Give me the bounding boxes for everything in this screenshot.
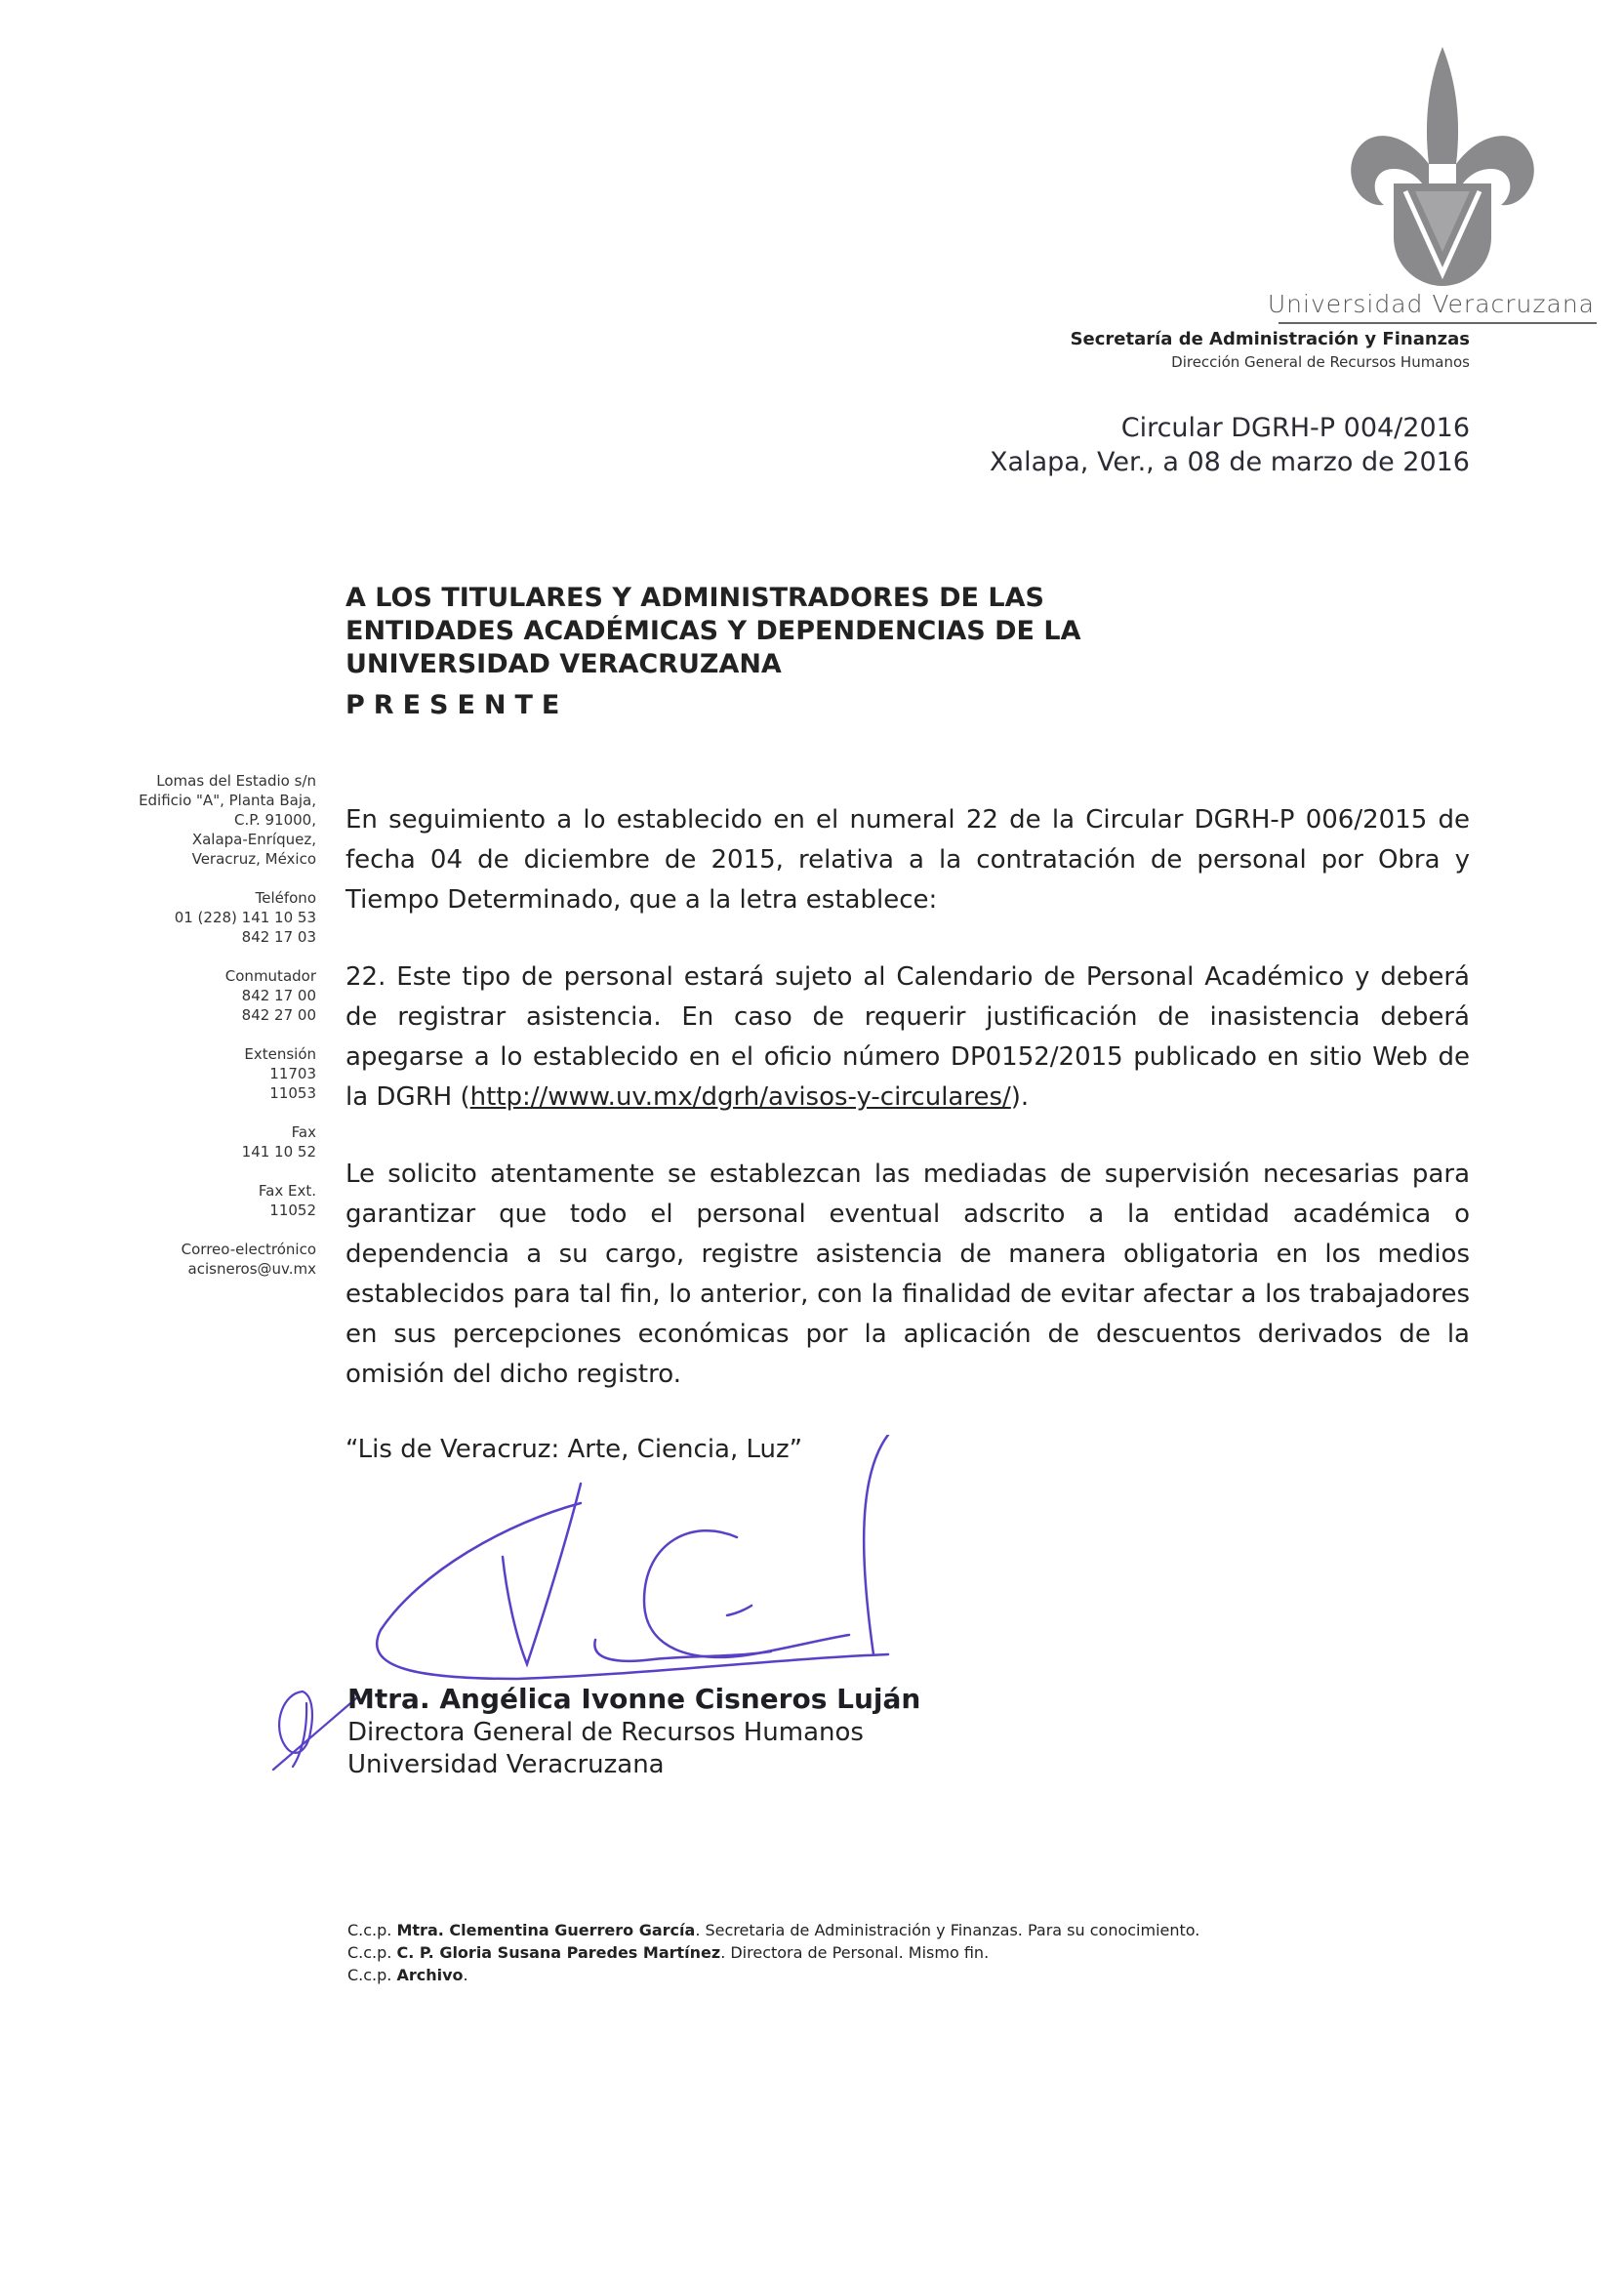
addressee (345, 582, 1081, 681)
telefono-block (102, 888, 316, 947)
fax-value: 141 10 52 (241, 1143, 316, 1161)
addressee-line: UNIVERSIDAD VERACRUZANA (345, 649, 782, 679)
conmutador-label: Conmutador (224, 967, 316, 985)
ccp-list (347, 1919, 1199, 1986)
ccp-prefix: C.c.p. (347, 1943, 392, 1962)
secretaria-name: Secretaría de Administración y Finanzas (1070, 329, 1470, 349)
ccp-recipient: Archivo (396, 1966, 464, 1984)
direccion-name: Dirección General de Recursos Humanos (1171, 353, 1470, 371)
ccp-recipient: Mtra. Clementina Guerrero García (396, 1921, 696, 1939)
address-block (102, 771, 316, 869)
ccp-item (347, 1919, 1199, 1941)
contact-sidebar (102, 771, 316, 1298)
ccp-note: . (463, 1966, 468, 1984)
handwritten-signature-icon (361, 1435, 947, 1698)
address-line: Edificio "A", Planta Baja, (139, 792, 316, 809)
university-name: Universidad Veracruzana (1267, 290, 1595, 318)
place-date: Xalapa, Ver., a 08 de marzo de 2016 (990, 447, 1470, 477)
email-label: Correo-electrónico (181, 1241, 316, 1258)
ccp-recipient: C. P. Gloria Susana Paredes Martínez (396, 1943, 721, 1962)
fax-ext-block (102, 1181, 316, 1220)
extension-block (102, 1044, 316, 1103)
ccp-note: . Directora de Personal. Mismo fin. (720, 1943, 990, 1962)
address-line: C.P. 91000, (234, 811, 316, 829)
addressee-line: ENTIDADES ACADÉMICAS Y DEPENDENCIAS DE LA (345, 616, 1081, 646)
email-block (102, 1240, 316, 1279)
ccp-prefix: C.c.p. (347, 1921, 392, 1939)
university-logo-icon (1345, 47, 1540, 286)
conmutador-value: 842 27 00 (241, 1006, 316, 1024)
paragraph-3: Le solicito atentamente se establezcan las mediadas de supervisión necesarias para garantizar que todo el personal eventual adscrito a la entidad académica o dependencia a su cargo, registre asistencia de manera obligatoria en los medios establecidos para tal fin, lo anterior, con la finalidad de evitar afectar a los trabajadores en sus percepciones económicas por la aplicación de descuentos derivados de la omisión del dicho registro. (345, 1160, 1470, 1389)
signer-organization: Universidad Veracruzana (347, 1750, 665, 1779)
ccp-note: . Secretaria de Administración y Finanzas. Para su conocimiento. (695, 1921, 1200, 1939)
addressee-line: A LOS TITULARES Y ADMINISTRADORES DE LAS (345, 583, 1044, 613)
conmutador-value: 842 17 00 (241, 987, 316, 1004)
signer-name: Mtra. Angélica Ivonne Cisneros Luján (347, 1683, 921, 1715)
extension-value: 11053 (269, 1084, 316, 1102)
extension-label: Extensión (244, 1045, 316, 1063)
address-line: Lomas del Estadio s/n (156, 772, 316, 790)
paragraph-2-end: ). (1010, 1082, 1030, 1112)
circular-number: Circular DGRH-P 004/2016 (1120, 413, 1470, 443)
signer-title: Directora General de Recursos Humanos (347, 1718, 864, 1747)
email-value: acisneros@uv.mx (187, 1260, 316, 1278)
paragraph-1: En seguimiento a lo establecido en el numeral 22 de la Circular DGRH-P 006/2015 de fecha 04 de diciembre de 2015, relativa a la contratación de personal por Obra y Tiempo Determinado, que a la letra establece: (345, 805, 1470, 915)
letter-body (345, 800, 1470, 1432)
ccp-item (347, 1964, 1199, 1986)
telefono-value: 01 (228) 141 10 53 (174, 909, 316, 926)
dgrh-link[interactable]: http://www.uv.mx/dgrh/avisos-y-circulares/ (469, 1082, 1011, 1112)
fax-ext-value: 11052 (269, 1202, 316, 1219)
conmutador-block (102, 966, 316, 1025)
extension-value: 11703 (269, 1065, 316, 1082)
telefono-value: 842 17 03 (241, 928, 316, 946)
fax-block (102, 1122, 316, 1161)
ccp-prefix: C.c.p. (347, 1966, 392, 1984)
paragraph-2 (345, 958, 1470, 1118)
presente-label: PRESENTE (345, 690, 569, 720)
ccp-item (347, 1941, 1199, 1964)
address-line: Xalapa-Enríquez, (191, 831, 316, 848)
fax-ext-label: Fax Ext. (258, 1182, 316, 1200)
paragraph-2-text: 22. Este tipo de personal estará sujeto al Calendario de Personal Académico y deberá de registrar asistencia. En caso de requerir justificación de inasistencia deberá apegarse a lo establecido en el oficio número DP0152/2015 publicado en sitio Web de la DGRH ( (345, 962, 1470, 1112)
header-divider (1279, 322, 1597, 324)
fax-label: Fax (291, 1123, 316, 1141)
institutional-motto: “Lis de Veracruz: Arte, Ciencia, Luz” (345, 1435, 803, 1464)
address-line: Veracruz, México (191, 850, 316, 868)
telefono-label: Teléfono (255, 889, 316, 907)
